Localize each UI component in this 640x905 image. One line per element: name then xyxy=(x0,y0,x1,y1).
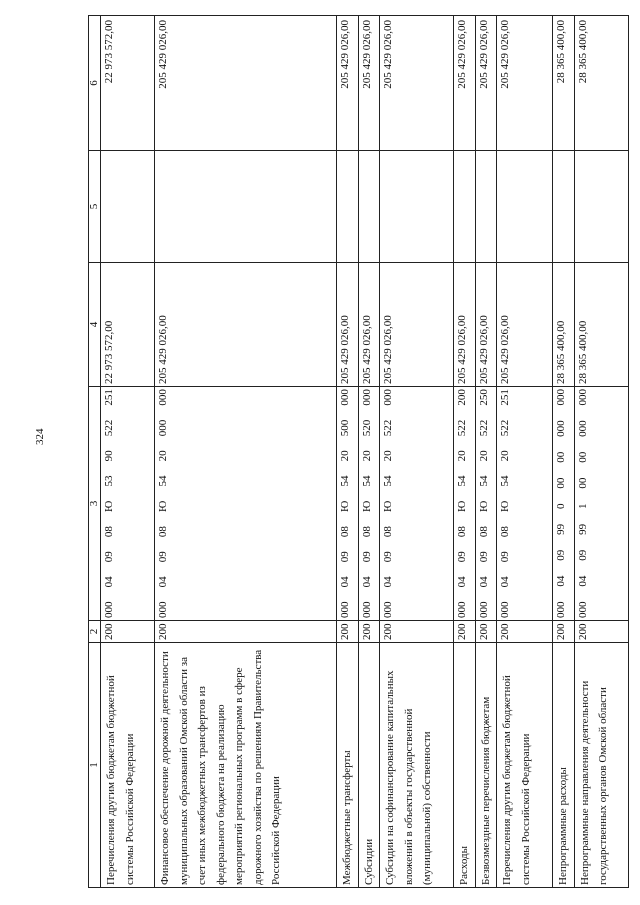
budget-code xyxy=(455,389,471,618)
code-part: Ю xyxy=(157,500,169,512)
col-header-4: 4 xyxy=(89,263,101,387)
code-part: 000 xyxy=(555,420,567,437)
code-part: 000 xyxy=(499,601,511,618)
code-part: Ю xyxy=(382,500,394,512)
table-row xyxy=(101,16,155,888)
code-part: 04 xyxy=(157,576,169,588)
code-part: 09 xyxy=(360,551,373,563)
table-body xyxy=(101,16,629,888)
row-code-cell xyxy=(358,387,380,621)
code-part: 54 xyxy=(157,475,169,487)
code-part: 000 xyxy=(157,389,169,406)
code-part: 000 xyxy=(555,601,567,618)
code-part: 000 xyxy=(339,601,351,618)
row-code-cell xyxy=(553,387,575,621)
code-part: 500 xyxy=(339,419,351,437)
code-part: 20 xyxy=(456,450,468,462)
row-value-5-cell xyxy=(337,151,359,263)
code-part: 000 xyxy=(103,601,115,618)
table-row xyxy=(497,16,553,888)
row-value-5-cell xyxy=(553,151,575,263)
row-code-cell xyxy=(475,387,497,621)
code-part: 09 xyxy=(157,551,169,563)
row-admin-cell: 200 xyxy=(574,621,628,643)
code-part: 00 xyxy=(576,477,589,489)
row-value-6-cell: 22 973 572,00 xyxy=(101,16,155,151)
code-part: 00 xyxy=(555,451,567,463)
code-part: Ю xyxy=(456,500,468,512)
budget-code xyxy=(156,389,172,618)
row-value-6-cell: 205 429 026,00 xyxy=(155,16,337,151)
table-row xyxy=(337,16,359,888)
row-name-cell: Субсидии xyxy=(358,643,380,888)
row-value-4-cell: 205 429 026,00 xyxy=(380,263,454,387)
row-value-4-cell: 205 429 026,00 xyxy=(358,263,380,387)
table-row xyxy=(475,16,497,888)
code-part: 200 xyxy=(456,389,468,406)
code-part: 000 xyxy=(456,601,468,618)
code-part: 09 xyxy=(339,551,351,563)
code-part: Ю xyxy=(339,500,351,512)
budget-code xyxy=(102,389,118,618)
row-name-cell: Перечисления другим бюджетам бюджетной системы Российской Федерации xyxy=(101,643,155,888)
code-part: 09 xyxy=(555,549,567,561)
code-part: 09 xyxy=(477,551,490,563)
row-value-6-cell: 28 365 400,00 xyxy=(553,16,575,151)
row-code-cell xyxy=(497,387,553,621)
row-code-cell xyxy=(454,387,476,621)
row-admin-cell: 200 xyxy=(101,621,155,643)
code-part: 000 xyxy=(360,601,373,618)
row-name-cell: Межбюджетные трансферты xyxy=(337,643,359,888)
row-value-4-cell: 22 973 572,00 xyxy=(101,263,155,387)
col-header-3: 3 xyxy=(89,387,101,621)
row-value-5-cell xyxy=(358,151,380,263)
row-code-cell xyxy=(337,387,359,621)
code-part: 04 xyxy=(576,575,589,587)
code-part: 53 xyxy=(103,475,115,487)
code-part: 08 xyxy=(157,526,169,538)
row-value-5-cell xyxy=(454,151,476,263)
code-part: 000 xyxy=(555,389,567,406)
row-value-6-cell: 205 429 026,00 xyxy=(497,16,553,151)
row-value-5-cell xyxy=(101,151,155,263)
row-value-4-cell: 28 365 400,00 xyxy=(574,263,628,387)
code-part: 522 xyxy=(103,419,115,437)
code-part: 00 xyxy=(555,477,567,489)
code-part: 000 xyxy=(576,420,589,437)
code-part: 04 xyxy=(477,576,490,588)
code-part: 1 xyxy=(576,503,589,509)
col-header-6: 6 xyxy=(89,16,101,151)
row-admin-cell: 200 xyxy=(454,621,476,643)
row-value-5-cell xyxy=(497,151,553,263)
code-part: 04 xyxy=(456,576,468,588)
code-part: 54 xyxy=(477,475,490,487)
code-part: 000 xyxy=(382,389,394,406)
code-part: 04 xyxy=(339,576,351,588)
budget-code xyxy=(576,389,592,618)
col-header-2: 2 xyxy=(89,621,101,643)
code-part: 09 xyxy=(576,549,589,561)
code-part: 08 xyxy=(103,526,115,538)
code-part: 90 xyxy=(103,450,115,462)
row-value-5-cell xyxy=(155,151,337,263)
budget-code xyxy=(338,389,354,618)
row-value-6-cell: 205 429 026,00 xyxy=(454,16,476,151)
code-part: 08 xyxy=(360,526,373,538)
row-admin-cell: 200 xyxy=(358,621,380,643)
code-part: 20 xyxy=(339,450,351,462)
code-part: 08 xyxy=(477,526,490,538)
code-part: 08 xyxy=(382,526,394,538)
code-part: 000 xyxy=(576,601,589,618)
code-part: 54 xyxy=(499,475,511,487)
table-row xyxy=(155,16,337,888)
row-value-4-cell: 205 429 026,00 xyxy=(454,263,476,387)
row-admin-cell: 200 xyxy=(155,621,337,643)
code-part: 520 xyxy=(360,419,373,437)
row-name-cell: Безвозмездные перечисления бюджетам xyxy=(475,643,497,888)
code-part: 08 xyxy=(456,526,468,538)
budget-code xyxy=(554,389,570,618)
row-code-cell xyxy=(101,387,155,621)
row-value-5-cell xyxy=(380,151,454,263)
budget-code xyxy=(381,389,397,618)
code-part: 000 xyxy=(382,601,394,618)
row-name-cell: Непрограммные направления деятельности государственных органов Омской области xyxy=(574,643,628,888)
row-value-6-cell: 205 429 026,00 xyxy=(358,16,380,151)
code-part: 09 xyxy=(382,551,394,563)
code-part: 00 xyxy=(576,451,589,463)
code-part: 04 xyxy=(360,576,373,588)
code-part: 250 xyxy=(477,389,490,406)
code-part: 522 xyxy=(382,419,394,437)
row-admin-cell: 200 xyxy=(497,621,553,643)
code-part: 000 xyxy=(360,389,373,406)
table-row xyxy=(358,16,380,888)
col-header-5: 5 xyxy=(89,151,101,263)
row-value-6-cell: 205 429 026,00 xyxy=(475,16,497,151)
row-value-4-cell: 28 365 400,00 xyxy=(553,263,575,387)
code-part: 04 xyxy=(499,576,511,588)
code-part: 000 xyxy=(477,601,490,618)
code-part: 54 xyxy=(339,475,351,487)
row-value-6-cell: 205 429 026,00 xyxy=(380,16,454,151)
code-part: 04 xyxy=(382,576,394,588)
code-part: 251 xyxy=(103,389,115,406)
budget-code xyxy=(360,389,376,618)
code-part: 08 xyxy=(499,526,511,538)
code-part: 0 xyxy=(555,503,567,509)
code-part: 08 xyxy=(339,526,351,538)
table-row xyxy=(574,16,628,888)
row-name-cell: Непрограммные расходы xyxy=(553,643,575,888)
code-part: 04 xyxy=(555,575,567,587)
code-part: 09 xyxy=(456,551,468,563)
row-value-5-cell xyxy=(574,151,628,263)
budget-table xyxy=(88,15,629,888)
row-name-cell: Перечисления другим бюджетам бюджетной системы Российской Федерации xyxy=(497,643,553,888)
row-admin-cell: 200 xyxy=(475,621,497,643)
code-part: Ю xyxy=(360,500,373,512)
row-name-cell: Расходы xyxy=(454,643,476,888)
code-part: 54 xyxy=(456,475,468,487)
row-value-4-cell: 205 429 026,00 xyxy=(497,263,553,387)
code-part: 251 xyxy=(499,389,511,406)
row-code-cell xyxy=(574,387,628,621)
code-part: 54 xyxy=(382,475,394,487)
row-value-6-cell: 28 365 400,00 xyxy=(574,16,628,151)
code-part: 20 xyxy=(499,450,511,462)
table-row xyxy=(454,16,476,888)
code-part: 99 xyxy=(576,523,589,535)
row-value-5-cell xyxy=(475,151,497,263)
code-part: 54 xyxy=(360,475,373,487)
row-value-6-cell: 205 429 026,00 xyxy=(337,16,359,151)
row-name-cell: Финансовое обеспечение дорожной деятельности муниципальных образований Омской области за счет иных межбюджетных трансфертов из федерального бюджета на реализацию мероприятий региональных программ в сфере дорожного хозяйства по решениям Правительства Российской Федерации xyxy=(155,643,337,888)
code-part: 000 xyxy=(339,389,351,406)
code-part: 20 xyxy=(157,450,169,462)
code-part: 09 xyxy=(103,551,115,563)
row-value-4-cell: 205 429 026,00 xyxy=(337,263,359,387)
table-row xyxy=(380,16,454,888)
budget-code xyxy=(477,389,493,618)
row-admin-cell: 200 xyxy=(380,621,454,643)
table-row xyxy=(553,16,575,888)
budget-code xyxy=(498,389,514,618)
code-part: 522 xyxy=(499,419,511,437)
row-name-cell: Субсидии на софинансирование капитальных вложений в объекты государственной (муниципальной) собственности xyxy=(380,643,454,888)
code-part: 522 xyxy=(456,419,468,437)
rotated-table-wrapper xyxy=(88,16,618,888)
row-code-cell xyxy=(155,387,337,621)
code-part: 522 xyxy=(477,419,490,437)
code-part: 000 xyxy=(157,419,169,437)
code-part: 99 xyxy=(555,523,567,535)
page-number: 324 xyxy=(34,428,46,445)
code-part: 000 xyxy=(157,601,169,618)
header-row xyxy=(89,16,101,888)
row-value-4-cell: 205 429 026,00 xyxy=(155,263,337,387)
code-part: 20 xyxy=(360,450,373,462)
code-part: 04 xyxy=(103,576,115,588)
row-value-4-cell: 205 429 026,00 xyxy=(475,263,497,387)
code-part: Ю xyxy=(103,500,115,512)
code-part: Ю xyxy=(477,500,490,512)
row-code-cell xyxy=(380,387,454,621)
row-admin-cell: 200 xyxy=(337,621,359,643)
code-part: 20 xyxy=(382,450,394,462)
row-admin-cell: 200 xyxy=(553,621,575,643)
col-header-1: 1 xyxy=(89,643,101,888)
code-part: 09 xyxy=(499,551,511,563)
code-part: 000 xyxy=(576,389,589,406)
code-part: 20 xyxy=(477,450,490,462)
code-part: Ю xyxy=(499,500,511,512)
